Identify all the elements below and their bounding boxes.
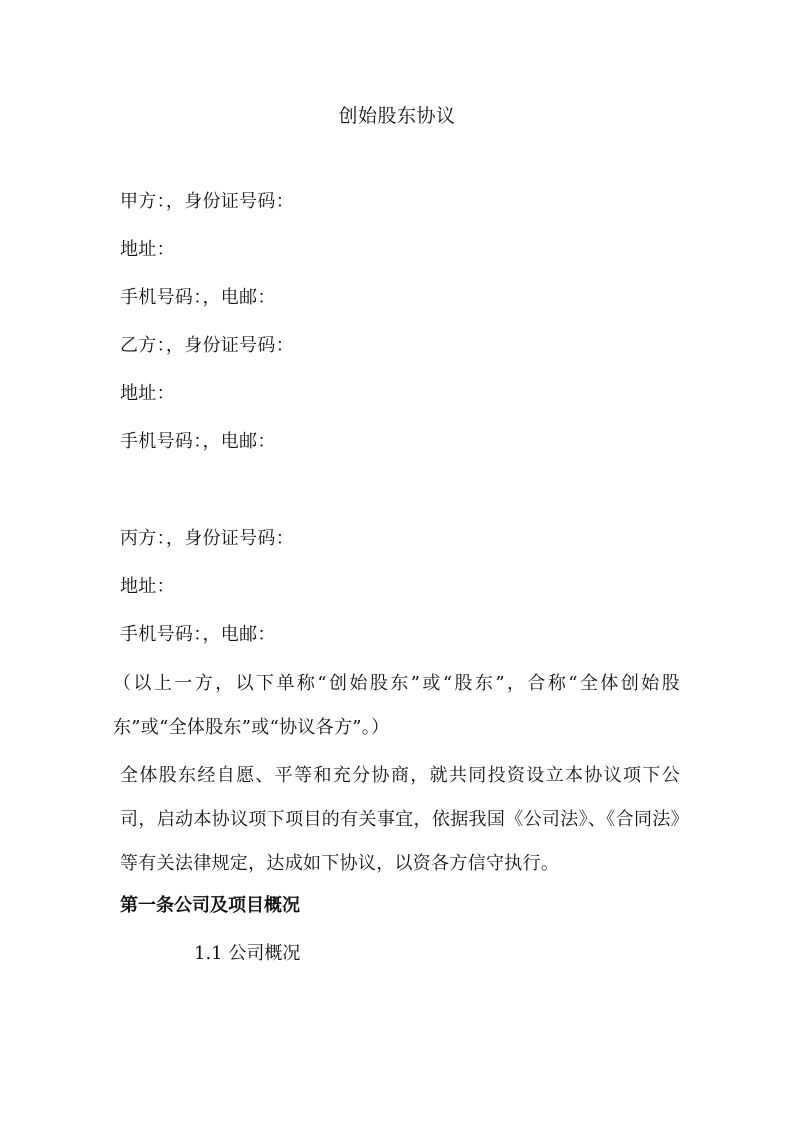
- designation-note: （以上一方，以下单称“创始股东”或“股东”，合称“全体创始股东”或“全体股东”或“协议各方”。）: [113, 673, 680, 738]
- party-c-address: 地址：: [120, 576, 175, 597]
- article-1-heading: 第一条公司及项目概况: [120, 895, 300, 916]
- document-title: 创始股东协议: [338, 105, 456, 127]
- section-1-1-heading: 1.1 公司概况: [194, 943, 301, 964]
- party-c-line: 丙方：，身份证号码：: [120, 528, 294, 549]
- party-b-line: 乙方：，身份证号码：: [120, 335, 294, 356]
- party-a-address: 地址：: [120, 239, 175, 260]
- party-c-contact: 手机号码：，电邮：: [120, 624, 276, 645]
- preamble-paragraph: 全体股东经自愿、平等和充分协商，就共同投资设立本协议项下公司，启动本协议项下项目的有关事宜，依据我国《公司法》、《合同法》等有关法律规定，达成如下协议，以资各方信守执行。: [120, 765, 680, 874]
- party-b-address: 地址：: [120, 383, 175, 404]
- party-a-line: 甲方：，身份证号码：: [120, 191, 294, 212]
- party-b-contact: 手机号码：，电邮：: [120, 431, 276, 452]
- party-a-contact: 手机号码：，电邮：: [120, 287, 276, 308]
